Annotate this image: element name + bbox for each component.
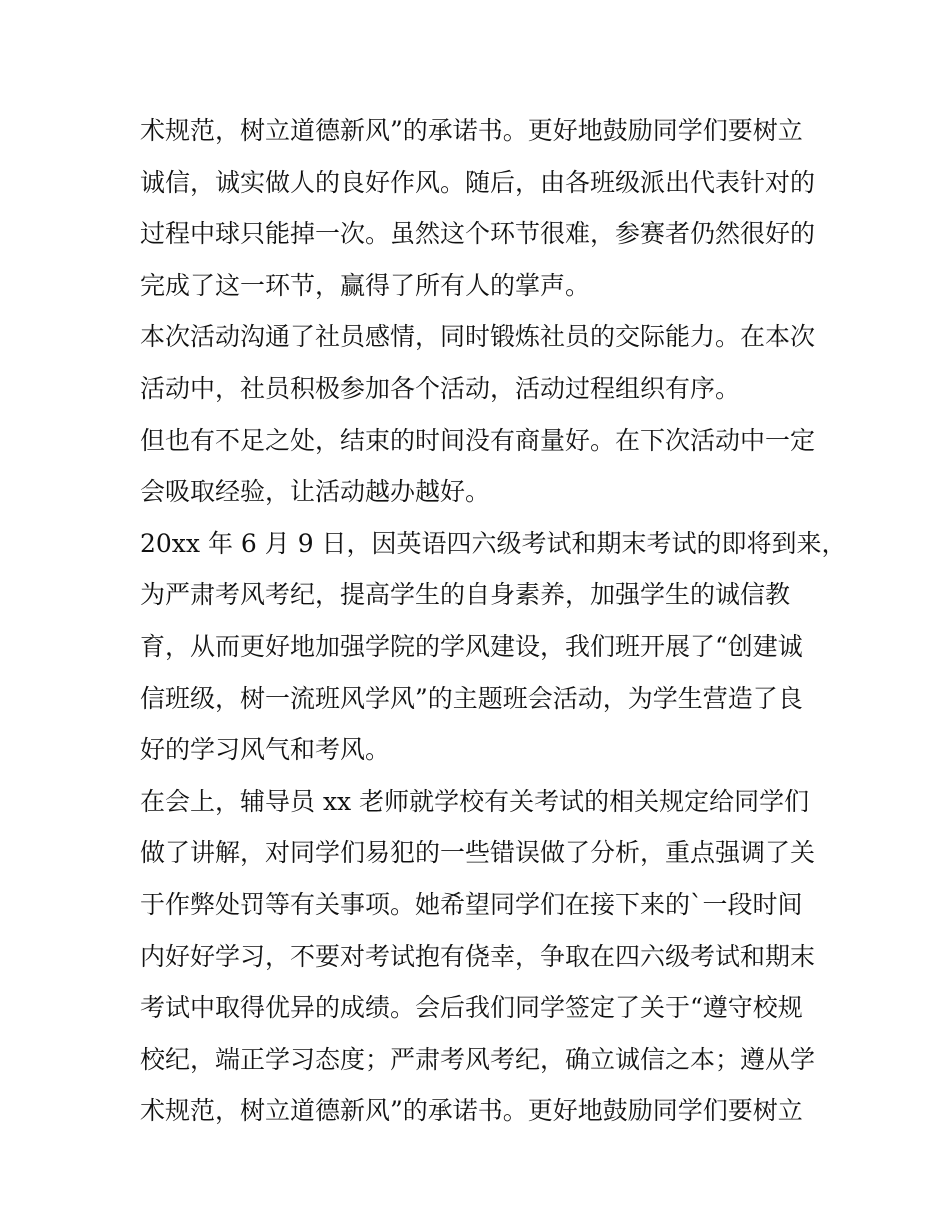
text-line: 本次活动沟通了社员感情，同时锻炼社员的交际能力。在本次 bbox=[140, 322, 816, 352]
text-line: 育，从而更好地加强学院的学风建设，我们班开展了“创建诚 bbox=[140, 631, 803, 661]
text-line: 会吸取经验，让活动越办越好。 bbox=[140, 477, 491, 507]
text-line: 活动中，社员积极参加各个活动，活动过程组织有序。 bbox=[140, 373, 741, 403]
text-line: 好的学习风气和考风。 bbox=[140, 735, 391, 765]
text-line: 术规范，树立道德新风”的承诺书。更好地鼓励同学们要树立 bbox=[140, 1096, 803, 1126]
text-line: 于作弊处罚等有关事项。她希望同学们在接下来的`一段时间 bbox=[140, 889, 803, 919]
text-line: 在会上，辅导员 xx 老师就学校有关考试的相关规定给同学们 bbox=[140, 786, 810, 816]
text-line: 信班级，树一流班风学风”的主题班会活动，为学生营造了良 bbox=[140, 683, 803, 713]
text-line: 20xx 年 6 月 9 日，因英语四六级考试和期末考试的即将到来， bbox=[140, 528, 847, 558]
text-line: 考试中取得优异的成绩。会后我们同学签定了关于“遵守校规 bbox=[140, 993, 803, 1023]
text-line: 为严肃考风考纪，提高学生的自身素养，加强学生的诚信教 bbox=[140, 580, 791, 610]
text-line: 过程中球只能掉一次。虽然这个环节很难，参赛者仍然很好的 bbox=[140, 219, 816, 249]
text-line: 诚信，诚实做人的良好作风。随后，由各班级派出代表针对的 bbox=[140, 167, 816, 197]
text-line: 校纪，端正学习态度；严肃考风考纪，确立诚信之本；遵从学 bbox=[140, 1044, 816, 1074]
text-line: 但也有不足之处，结束的时间没有商量好。在下次活动中一定 bbox=[140, 425, 816, 455]
text-line: 完成了这一环节，赢得了所有人的掌声。 bbox=[140, 270, 591, 300]
text-line: 内好好学习，不要对考试抱有侥幸，争取在四六级考试和期末 bbox=[140, 941, 816, 971]
text-line: 做了讲解，对同学们易犯的一些错误做了分析，重点强调了关 bbox=[140, 838, 816, 868]
document-body bbox=[140, 105, 847, 1137]
text-line: 术规范，树立道德新风”的承诺书。更好地鼓励同学们要树立 bbox=[140, 116, 803, 145]
